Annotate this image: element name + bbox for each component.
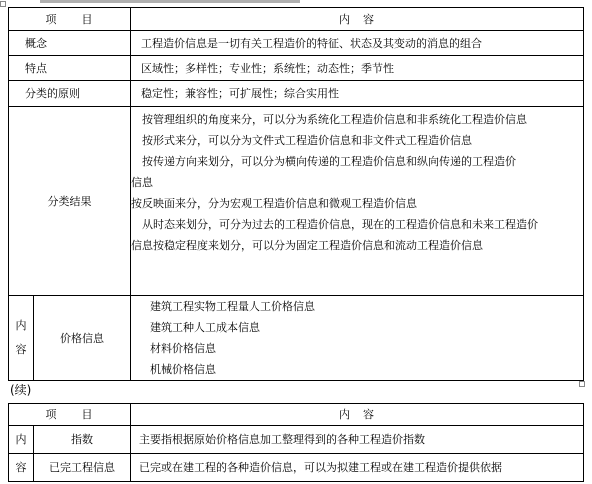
classification-row [9,107,584,296]
table-row [9,31,584,56]
content-label-bottom: 容 [15,343,27,356]
classification-item: 分类结果 [9,107,131,296]
classification-line: 信息 [131,176,153,189]
row-item: 特点 [9,56,131,81]
corner-marker-icon [0,1,6,7]
price-line: 材料价格信息 [150,342,216,355]
classification-line: 从时态来划分，可分为过去的工程造价信息，现在的工程造价信息和未来工程造价 [131,218,538,231]
price-info-item: 价格信息 [34,296,131,381]
classification-content [131,107,584,296]
info-table-main [8,7,584,381]
table-header-row [9,404,584,426]
table-header-row [9,8,584,31]
classification-line: 按形式来分，可以分为文件式工程造价信息和非文件式工程造价信息 [131,134,472,147]
table-row [9,426,584,454]
continued-label: (续) [10,383,32,397]
price-line: 建筑工程实物工程量人工价格信息 [150,300,315,313]
price-info-row [9,296,584,381]
classification-line: 按管理组织的角度来分，可以分为系统化工程造价信息和非系统化工程造价信息 [131,113,527,126]
table-row [9,81,584,107]
row-item: 概念 [9,31,131,56]
price-line: 机械价格信息 [150,363,216,376]
content-label-bottom: 容 [9,454,34,482]
classification-line: 按传递方向来划分，可以分为横向传递的工程造价信息和纵向传递的工程造价 [131,155,516,168]
corner-marker-icon [579,381,585,387]
content-label-top: 内 [9,426,34,454]
classification-line: 信息按稳定程度来划分，可以分为固定工程造价信息和流动工程造价信息 [131,239,483,252]
content-label-top: 内 [15,319,27,332]
row-content: 区域性；多样性；专业性；系统性；动态性；季节性 [131,56,584,81]
row-content: 主要指根据原始价格信息加工整理得到的各种工程造价指数 [131,426,584,454]
cropped-heading-line [40,0,300,3]
table-row [9,454,584,482]
info-table-continued [8,403,584,482]
content-group-label [9,296,34,381]
row-content: 工程造价信息是一切有关工程造价的特征、状态及其变动的消息的组合 [131,31,584,56]
header-content: 内 容 [131,404,584,426]
row-item: 已完工程信息 [34,454,131,482]
header-content: 内 容 [131,8,584,31]
row-content: 稳定性；兼容性；可扩展性；综合实用性 [131,81,584,107]
row-item: 分类的原则 [9,81,131,107]
row-item: 指数 [34,426,131,454]
classification-line: 按反映面来分，分为宏观工程造价信息和微观工程造价信息 [131,197,417,210]
row-content: 已完或在建工程的各种造价信息，可以为拟建工程或在建工程造价提供依据 [131,454,584,482]
header-item: 项 目 [9,404,131,426]
price-line: 建筑工种人工成本信息 [150,321,260,334]
header-item: 项 目 [9,8,131,31]
price-info-content [131,296,584,381]
table-row [9,56,584,81]
